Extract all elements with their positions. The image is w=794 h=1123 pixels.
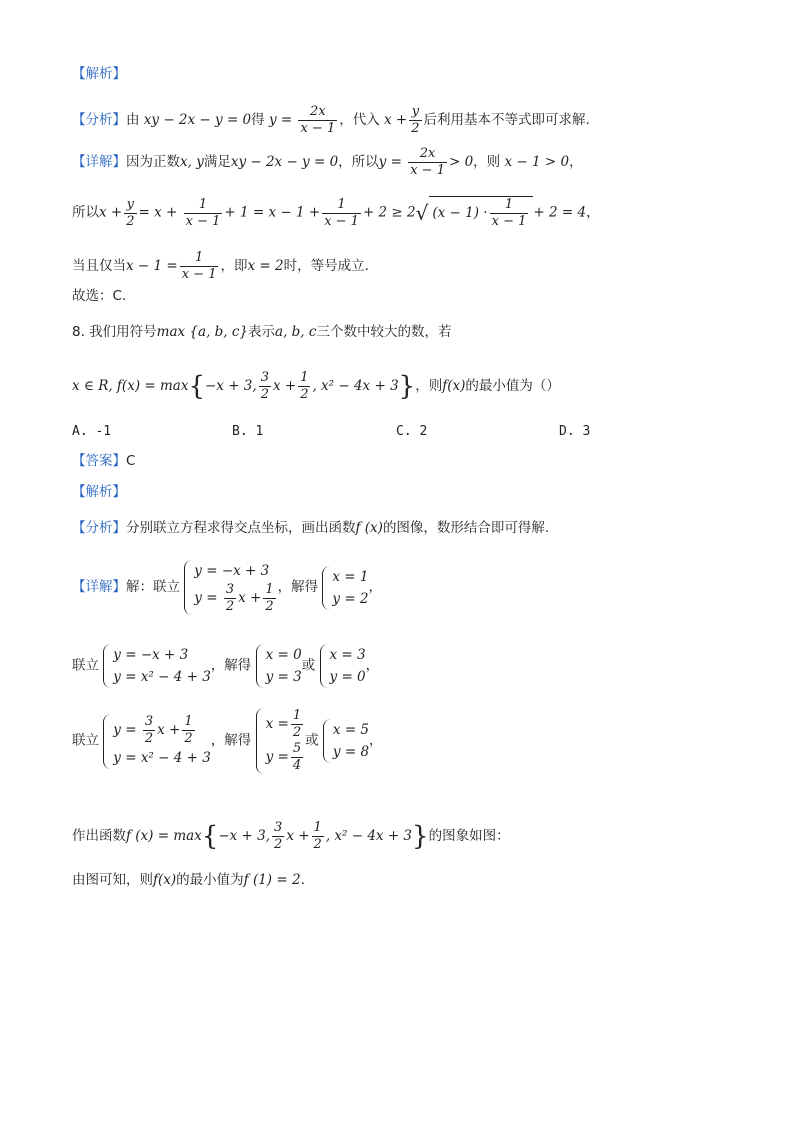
fraction-y-over-2: $\frac{y}{2}$ — [411, 104, 420, 136]
text: 联立 — [72, 657, 99, 674]
equation: x ∈ R, f(x) = max — [72, 378, 189, 394]
q8-draw-line: 作出函数f (x) = max{−x + 3, $\frac{3}{2}$ x + $\frac{1}{2}$ , x² − 4x + 3}的图象如图： — [72, 820, 510, 852]
equation: + 2 ≥ 2 — [362, 204, 416, 221]
text: ， — [365, 657, 380, 674]
equation: f (x) — [355, 520, 383, 536]
q7-inequality-chain: 所以x + $\frac{y}{2}$ = x + $\frac{1}{x - 1}$ + 1 = x − 1 + $\frac{1}{x - 1}$ + 2 ≥ 2√ (x − 1) · $\frac{1}{x - 1}$ + 2 = 4， — [72, 196, 600, 229]
text: 分别联立方程求得交点坐标，画出函数 — [126, 520, 356, 536]
equation: x − 1 = — [126, 258, 178, 274]
equation: , x² − 4x + 3 — [325, 828, 413, 844]
equation: y = — [378, 154, 402, 170]
equation-system: y = −x + 3 y = $\frac{3}{2}$ x + $\frac{1}{2}$ — [184, 560, 277, 615]
solution-system: x = 3 y = 0 — [320, 644, 366, 688]
equation: x + — [384, 112, 408, 128]
text: 得 — [251, 112, 265, 128]
text: ，代入 — [339, 112, 380, 128]
text: 当且仅当 — [72, 258, 126, 274]
equation: f (1) = 2 — [243, 872, 301, 888]
fraction-1-over-2: $\frac{1}{2}$ — [300, 370, 309, 402]
fraction-3-over-2: $\frac{3}{2}$ — [260, 370, 269, 402]
text: ，即 — [220, 258, 248, 274]
equation: f (x) = max — [126, 828, 202, 844]
section-tag-jiexi: 【解析】 — [72, 66, 126, 82]
tag-fenxi: 【分析】 — [72, 112, 126, 128]
text: ，所以 — [338, 154, 379, 170]
solution-system: x = 5 y = 8 — [323, 719, 369, 763]
text: 三个数中较大的数，若 — [316, 324, 452, 340]
tag-xiangjie: 【详解】 — [72, 154, 126, 170]
section-tag-jiexi-2: 【解析】 — [72, 484, 126, 500]
equation: y = — [268, 112, 293, 128]
equation: + 2 = 4 — [533, 204, 587, 221]
text: 所以 — [72, 204, 99, 221]
equation: x + — [272, 378, 297, 394]
text: ，解得 — [210, 657, 252, 674]
q8-system-3 — [72, 708, 383, 774]
fraction-1-over-x-1: $\frac{1}{x - 1}$ — [185, 196, 221, 229]
equation: x − 1 > 0 — [504, 154, 570, 170]
text: 因为正数 — [126, 154, 180, 170]
equation-system: y = −x + 3 y = x² − 4 + 3 — [103, 644, 211, 688]
text: 的最小值为 — [176, 872, 244, 888]
option-c: C. 2 — [396, 424, 428, 439]
option-b: B. 1 — [232, 424, 264, 439]
text: 或 — [305, 732, 319, 749]
solution-system: x = 1 y = 2 — [322, 566, 368, 610]
vars: x, y — [180, 154, 204, 170]
answer-value: C — [126, 453, 136, 469]
solution-system: x = $\frac{1}{2}$ y = $\frac{5}{4}$ — [256, 708, 306, 774]
equation: f(x) — [153, 872, 177, 888]
q8-system-2 — [72, 644, 379, 688]
option-a: A. -1 — [72, 424, 112, 439]
text: 联立 — [72, 732, 99, 749]
text: 或 — [301, 657, 316, 674]
q8-conclusion — [72, 874, 305, 888]
text: 的图像，数形结合即可得解. — [382, 520, 550, 536]
square-root: (x − 1) · $\frac{1}{x - 1}$ — [429, 196, 533, 230]
equation: x + — [99, 204, 123, 221]
text: 由图可知，则 — [72, 872, 153, 888]
text: . — [300, 872, 305, 888]
equation: −x + 3, — [218, 828, 271, 844]
tag-fenxi: 【分析】 — [72, 520, 126, 536]
text: 的最小值为（） — [465, 378, 560, 394]
solution-system: x = 0 y = 3 — [256, 644, 302, 688]
q7-detail-line — [72, 146, 583, 179]
equation: + 1 = x − 1 + — [224, 204, 321, 221]
text: ， — [569, 154, 583, 170]
text: ，则 — [473, 154, 501, 170]
equation: a, b, c — [275, 324, 317, 340]
q7-analysis-line — [72, 104, 590, 137]
equation: xy − 2x − y = 0 — [143, 112, 252, 128]
q7-equality-condition — [72, 250, 369, 283]
text: 满足 — [203, 154, 231, 170]
equation: xy − 2x − y = 0 — [230, 154, 339, 170]
q8-stem — [72, 326, 451, 340]
equation: f(x) — [442, 378, 466, 394]
q8-analysis — [72, 522, 549, 536]
equation: max {a, b, c} — [156, 324, 249, 340]
text: 8. 我们用符号 — [72, 324, 157, 340]
text: ， — [368, 579, 383, 595]
text: 解：联立 — [126, 579, 180, 595]
text: 表示 — [248, 324, 276, 340]
fraction-2x-over-x-1: $\frac{2x}{x - 1}$ — [300, 104, 336, 136]
q8-definition: x ∈ R, f(x) = max{−x + 3, $\frac{3}{2}$ x + $\frac{1}{2}$ , x² − 4x + 3}，则f(x)的最小值为（） — [72, 370, 560, 402]
equation: x + — [286, 828, 310, 844]
equation-system: y = $\frac{3}{2}$ x + $\frac{1}{2}$ y = x² − 4 + 3 — [103, 714, 211, 769]
text: ， — [586, 204, 600, 221]
fraction-1-over-x-1: $\frac{1}{x - 1}$ — [491, 197, 527, 229]
tag-daan: 【答案】 — [72, 453, 126, 469]
equation: x = 2 — [247, 258, 284, 274]
text: 由 — [126, 112, 140, 128]
text: ，解得 — [277, 579, 319, 595]
text: ， — [369, 732, 383, 749]
text: 时，等号成立. — [283, 258, 369, 274]
option-d: D. 3 — [559, 424, 591, 439]
fraction-1-over-x-1: $\frac{1}{x - 1}$ — [181, 250, 217, 282]
q7-choice: 故选：C. — [72, 288, 127, 304]
fraction-1-over-x-1: $\frac{1}{x - 1}$ — [324, 196, 359, 229]
text: ，解得 — [210, 732, 252, 749]
text: 后利用基本不等式即可求解. — [423, 112, 590, 128]
text: ，则 — [415, 378, 443, 394]
equation: > 0 — [448, 154, 474, 170]
text: 作出函数 — [72, 828, 126, 844]
fraction-2x-over-x-1: $\frac{2x}{x - 1}$ — [410, 146, 445, 178]
q8-answer — [72, 455, 135, 469]
text: 的图象如图： — [428, 828, 510, 844]
equation: = x + — [138, 204, 182, 221]
fraction-y-over-2: $\frac{y}{2}$ — [126, 196, 135, 229]
tag-xiangjie: 【详解】 — [72, 579, 126, 595]
equation: , x² − 4x + 3 — [312, 378, 399, 394]
equation: −x + 3, — [204, 378, 257, 394]
q8-system-1 — [72, 560, 382, 615]
